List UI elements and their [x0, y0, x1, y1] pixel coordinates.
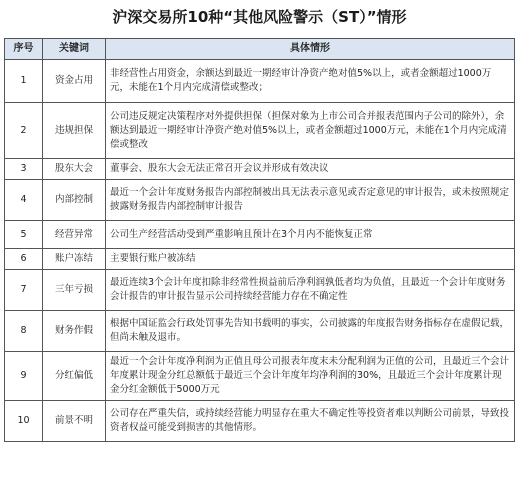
row-keyword: 违规担保	[43, 103, 106, 159]
row-keyword: 三年亏损	[43, 270, 106, 311]
row-detail: 最近一个会计年度净利润为正值且母公司报表年度末未分配利润为正值的公司，且最近三个会计年度累计现金分红总额低于最近三个会计年度年均净利润的30%，且最近三个会计年度累计现金分红金额低于5000万元	[106, 352, 515, 401]
row-detail: 公司违反规定决策程序对外提供担保（担保对象为上市公司合并报表范围内子公司的除外），余额达到最近一期经审计净资产绝对值5%以上，或者金额超过1000万元，未能在1个月内完成清偿或整改	[106, 103, 515, 159]
row-detail: 公司生产经营活动受到严重影响且预计在3个月内不能恢复正常	[106, 221, 515, 249]
table-row	[5, 103, 515, 159]
row-detail: 董事会、股东大会无法正常召开会议并形成有效决议	[106, 159, 515, 180]
table-row	[5, 352, 515, 401]
row-keyword: 资金占用	[43, 60, 106, 103]
row-no: 6	[5, 249, 43, 270]
row-no: 7	[5, 270, 43, 311]
row-no: 4	[5, 180, 43, 221]
row-keyword: 前景不明	[43, 401, 106, 442]
row-no: 1	[5, 60, 43, 103]
row-no: 2	[5, 103, 43, 159]
table-row	[5, 180, 515, 221]
row-keyword: 分红偏低	[43, 352, 106, 401]
row-keyword: 经营异常	[43, 221, 106, 249]
row-detail: 非经营性占用资金，余额达到最近一期经审计净资产绝对值5%以上，或者金额超过1000万元，未能在1个月内完成清偿或整改；	[106, 60, 515, 103]
row-detail: 主要银行账户被冻结	[106, 249, 515, 270]
row-keyword: 财务作假	[43, 311, 106, 352]
table-header-row	[5, 39, 515, 60]
row-keyword: 内部控制	[43, 180, 106, 221]
row-no: 8	[5, 311, 43, 352]
table-row	[5, 270, 515, 311]
table-row	[5, 249, 515, 270]
row-keyword: 股东大会	[43, 159, 106, 180]
header-detail: 具体情形	[106, 39, 515, 60]
st-table	[4, 38, 515, 442]
table-row	[5, 60, 515, 103]
row-no: 10	[5, 401, 43, 442]
header-no: 序号	[5, 39, 43, 60]
page-title: 沪深交易所10种“其他风险警示（ST）”情形	[112, 8, 407, 26]
table-row	[5, 159, 515, 180]
table-row	[5, 221, 515, 249]
row-keyword: 账户冻结	[43, 249, 106, 270]
header-keyword: 关键词	[43, 39, 106, 60]
row-detail: 最近一个会计年度财务报告内部控制被出具无法表示意见或否定意见的审计报告，或未按照规定披露财务报告内部控制审计报告	[106, 180, 515, 221]
row-detail: 公司存在严重失信，或持续经营能力明显存在重大不确定性等投资者难以判断公司前景，导致投资者权益可能受到损害的其他情形。	[106, 401, 515, 442]
row-detail: 根据中国证监会行政处罚事先告知书载明的事实，公司披露的年度报告财务指标存在虚假记载，但尚未触及退市。	[106, 311, 515, 352]
table-row	[5, 311, 515, 352]
row-no: 3	[5, 159, 43, 180]
table-row	[5, 401, 515, 442]
row-no: 9	[5, 352, 43, 401]
row-no: 5	[5, 221, 43, 249]
row-detail: 最近连续3个会计年度扣除非经常性损益前后净利润孰低者均为负值，且最近一个会计年度财务会计报告的审计报告显示公司持续经营能力存在不确定性	[106, 270, 515, 311]
